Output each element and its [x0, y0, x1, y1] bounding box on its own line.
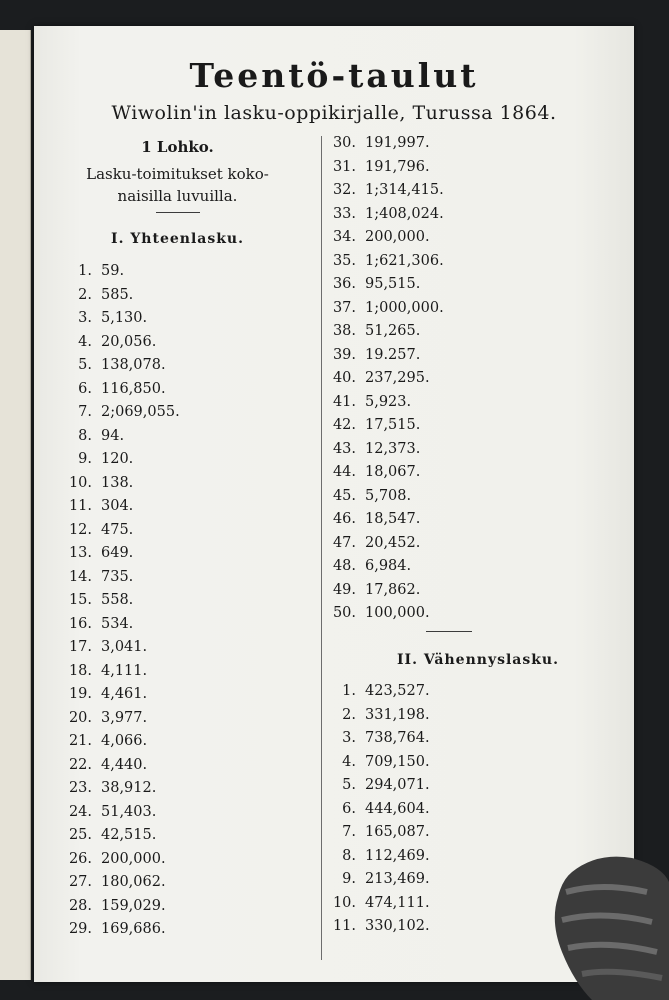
list-item	[324, 821, 430, 843]
item-value: 2;069,055.	[101, 404, 180, 420]
list-item	[60, 331, 156, 353]
item-number: 36.	[332, 276, 356, 292]
item-number: 4.	[342, 753, 356, 770]
item-number: 28.	[68, 897, 92, 914]
item-number: 6.	[78, 380, 92, 397]
item-value: 304.	[101, 498, 134, 514]
item-number: 3.	[342, 730, 356, 746]
list-item	[324, 727, 430, 749]
hand-photo-object	[552, 852, 669, 1000]
section-description-line: Lasku-toimitukset koko-	[86, 165, 269, 183]
item-number: 46.	[332, 511, 356, 527]
item-value: 444,604.	[365, 800, 430, 817]
list-item	[60, 307, 147, 329]
list-item	[324, 892, 430, 914]
item-number: 50.	[332, 605, 356, 621]
item-value: 5,130.	[101, 310, 148, 326]
list-item	[324, 579, 420, 601]
section-description-line: naisilla luvuilla.	[117, 187, 238, 205]
item-number: 18.	[68, 662, 92, 679]
list-item	[324, 680, 430, 702]
item-value: 331,198.	[365, 706, 430, 723]
item-number: 37.	[332, 299, 356, 316]
item-number: 12.	[68, 521, 92, 538]
item-number: 48.	[332, 558, 356, 574]
item-value: 200,000.	[101, 850, 166, 867]
item-value: 95,515.	[365, 276, 421, 292]
book-page	[34, 26, 634, 982]
item-number: 39.	[332, 346, 356, 363]
list-item	[60, 354, 166, 376]
list-item	[324, 602, 430, 624]
list-item	[60, 589, 133, 611]
item-value: 4,066.	[101, 733, 148, 749]
item-number: 8.	[78, 427, 92, 444]
item-number: 38.	[332, 323, 356, 339]
item-value: 3,041.	[101, 639, 148, 655]
item-value: 1;314,415.	[365, 182, 444, 198]
list-item	[60, 918, 166, 940]
list-item	[60, 613, 133, 635]
list-item	[60, 495, 133, 517]
item-number: 27.	[68, 874, 92, 890]
item-number: 30.	[332, 135, 356, 151]
list-item	[324, 226, 430, 248]
item-number: 7.	[342, 824, 356, 840]
list-item	[60, 378, 166, 400]
list-item	[324, 868, 430, 890]
list-item	[60, 448, 133, 470]
list-item	[324, 508, 420, 530]
list-item	[60, 636, 147, 658]
item-value: 558.	[101, 592, 134, 608]
item-number: 20.	[68, 709, 92, 726]
list-item	[324, 367, 430, 389]
list-item	[60, 284, 133, 306]
item-number: 2.	[342, 706, 356, 723]
item-value: 474,111.	[365, 894, 430, 911]
list-item	[324, 414, 420, 436]
list-item	[324, 845, 430, 867]
item-value: 1;408,024.	[365, 205, 444, 222]
item-value: 120.	[101, 451, 134, 467]
item-number: 23.	[68, 780, 92, 796]
item-value: 112,469.	[365, 847, 430, 864]
list-item	[324, 297, 444, 319]
item-value: 4,111.	[101, 662, 148, 679]
item-value: 17,862.	[365, 581, 421, 598]
item-number: 1.	[78, 263, 92, 279]
list-item	[324, 532, 420, 554]
item-value: 4,461.	[101, 686, 148, 702]
item-number: 15.	[68, 592, 92, 608]
item-value: 237,295.	[365, 370, 430, 386]
item-value: 20,056.	[101, 333, 157, 350]
item-value: 213,469.	[365, 871, 430, 887]
item-value: 180,062.	[101, 874, 166, 890]
item-number: 33.	[332, 205, 356, 222]
item-value: 51,403.	[101, 803, 157, 820]
item-value: 159,029.	[101, 897, 166, 914]
item-value: 534.	[101, 615, 134, 632]
list-item	[60, 542, 133, 564]
item-value: 138.	[101, 474, 134, 491]
item-number: 5.	[78, 357, 92, 373]
list-item	[324, 438, 420, 460]
list-item	[324, 320, 420, 342]
list-item	[324, 485, 411, 507]
page-subtitle: Wiwolin'in lasku-oppikirjalle, Turussa 1864.	[111, 102, 557, 124]
item-number: 19.	[68, 686, 92, 702]
item-number: 14.	[68, 568, 92, 585]
list-item	[60, 871, 166, 893]
item-number: 49.	[332, 581, 356, 598]
item-value: 330,102.	[365, 918, 430, 934]
section-heading: 1 Lohko.	[141, 138, 214, 156]
list-item	[60, 777, 156, 799]
list-item	[324, 132, 430, 154]
item-number: 24.	[68, 803, 92, 820]
list-item	[324, 179, 444, 201]
item-value: 6,984.	[365, 558, 412, 574]
item-number: 6.	[342, 800, 356, 817]
item-value: 585.	[101, 286, 134, 303]
list-item	[60, 425, 124, 447]
short-rule	[426, 631, 472, 632]
item-number: 9.	[342, 871, 356, 887]
item-number: 44.	[332, 464, 356, 480]
item-number: 22.	[68, 756, 92, 773]
list-item	[60, 895, 166, 917]
item-value: 5,708.	[365, 487, 412, 504]
item-value: 42,515.	[101, 827, 157, 843]
item-value: 649.	[101, 545, 134, 561]
page-title: Teentö-taulut	[189, 56, 479, 95]
item-value: 191,997.	[365, 135, 430, 151]
item-value: 165,087.	[365, 824, 430, 840]
item-value: 138,078.	[101, 357, 166, 373]
item-number: 11.	[332, 918, 356, 934]
item-number: 25.	[68, 827, 92, 843]
item-number: 2.	[78, 286, 92, 303]
short-rule	[156, 212, 200, 213]
item-number: 31.	[332, 158, 356, 175]
list-item	[60, 566, 133, 588]
item-number: 26.	[68, 850, 92, 867]
item-value: 191,796.	[365, 158, 430, 175]
list-item	[60, 260, 124, 282]
part2-heading: II. Vähennyslasku.	[397, 652, 559, 668]
list-item	[60, 730, 147, 752]
item-number: 45.	[332, 487, 356, 504]
item-number: 7.	[78, 404, 92, 420]
item-value: 294,071.	[365, 777, 430, 793]
item-number: 13.	[68, 545, 92, 561]
list-item	[324, 704, 430, 726]
list-item	[324, 774, 430, 796]
list-item	[324, 250, 444, 272]
item-number: 11.	[68, 498, 92, 514]
list-item	[60, 824, 156, 846]
item-value: 12,373.	[365, 440, 421, 457]
list-item	[324, 156, 430, 178]
item-number: 41.	[332, 393, 356, 410]
item-value: 94.	[101, 427, 125, 444]
item-number: 10.	[332, 894, 356, 911]
item-value: 200,000.	[365, 229, 430, 245]
item-value: 19.257.	[365, 346, 421, 363]
list-item	[60, 401, 180, 423]
item-value: 423,527.	[365, 683, 430, 699]
facing-page-edge	[0, 30, 31, 980]
list-item	[60, 801, 156, 823]
column-divider	[321, 136, 322, 960]
list-item	[324, 751, 430, 773]
item-number: 35.	[332, 252, 356, 269]
list-item	[324, 344, 420, 366]
section-description	[34, 163, 321, 207]
item-number: 5.	[342, 777, 356, 793]
item-value: 59.	[101, 263, 125, 279]
item-value: 1;621,306.	[365, 252, 444, 269]
item-number: 21.	[68, 733, 92, 749]
list-item	[60, 707, 147, 729]
item-value: 475.	[101, 521, 134, 538]
list-item	[60, 754, 147, 776]
list-item	[324, 915, 430, 937]
item-value: 51,265.	[365, 323, 421, 339]
list-item	[324, 203, 444, 225]
item-value: 18,547.	[365, 511, 421, 527]
list-item	[324, 798, 430, 820]
list-item	[324, 461, 420, 483]
item-number: 8.	[342, 847, 356, 864]
item-value: 169,686.	[101, 921, 166, 937]
item-value: 38,912.	[101, 780, 157, 796]
item-value: 738,764.	[365, 730, 430, 746]
item-number: 29.	[68, 921, 92, 937]
item-value: 5,923.	[365, 393, 412, 410]
item-number: 3.	[78, 310, 92, 326]
item-number: 16.	[68, 615, 92, 632]
list-item	[324, 555, 411, 577]
list-item	[60, 472, 133, 494]
item-number: 32.	[332, 182, 356, 198]
item-number: 9.	[78, 451, 92, 467]
item-value: 4,440.	[101, 756, 148, 773]
list-item	[324, 273, 420, 295]
item-value: 3,977.	[101, 709, 148, 726]
item-value: 735.	[101, 568, 134, 585]
list-item	[324, 391, 411, 413]
item-value: 18,067.	[365, 464, 421, 480]
list-item	[60, 519, 133, 541]
item-value: 17,515.	[365, 417, 421, 433]
item-number: 17.	[68, 639, 92, 655]
item-number: 43.	[332, 440, 356, 457]
item-number: 47.	[332, 534, 356, 551]
item-value: 100,000.	[365, 605, 430, 621]
item-value: 20,452.	[365, 534, 421, 551]
list-item	[60, 660, 147, 682]
item-value: 116,850.	[101, 380, 166, 397]
list-item	[60, 683, 147, 705]
item-value: 709,150.	[365, 753, 430, 770]
item-number: 1.	[342, 683, 356, 699]
item-number: 4.	[78, 333, 92, 350]
item-value: 1;000,000.	[365, 299, 444, 316]
part1-heading: I. Yhteenlasku.	[111, 231, 244, 247]
item-number: 10.	[68, 474, 92, 491]
item-number: 40.	[332, 370, 356, 386]
item-number: 42.	[332, 417, 356, 433]
item-number: 34.	[332, 229, 356, 245]
list-item	[60, 848, 166, 870]
